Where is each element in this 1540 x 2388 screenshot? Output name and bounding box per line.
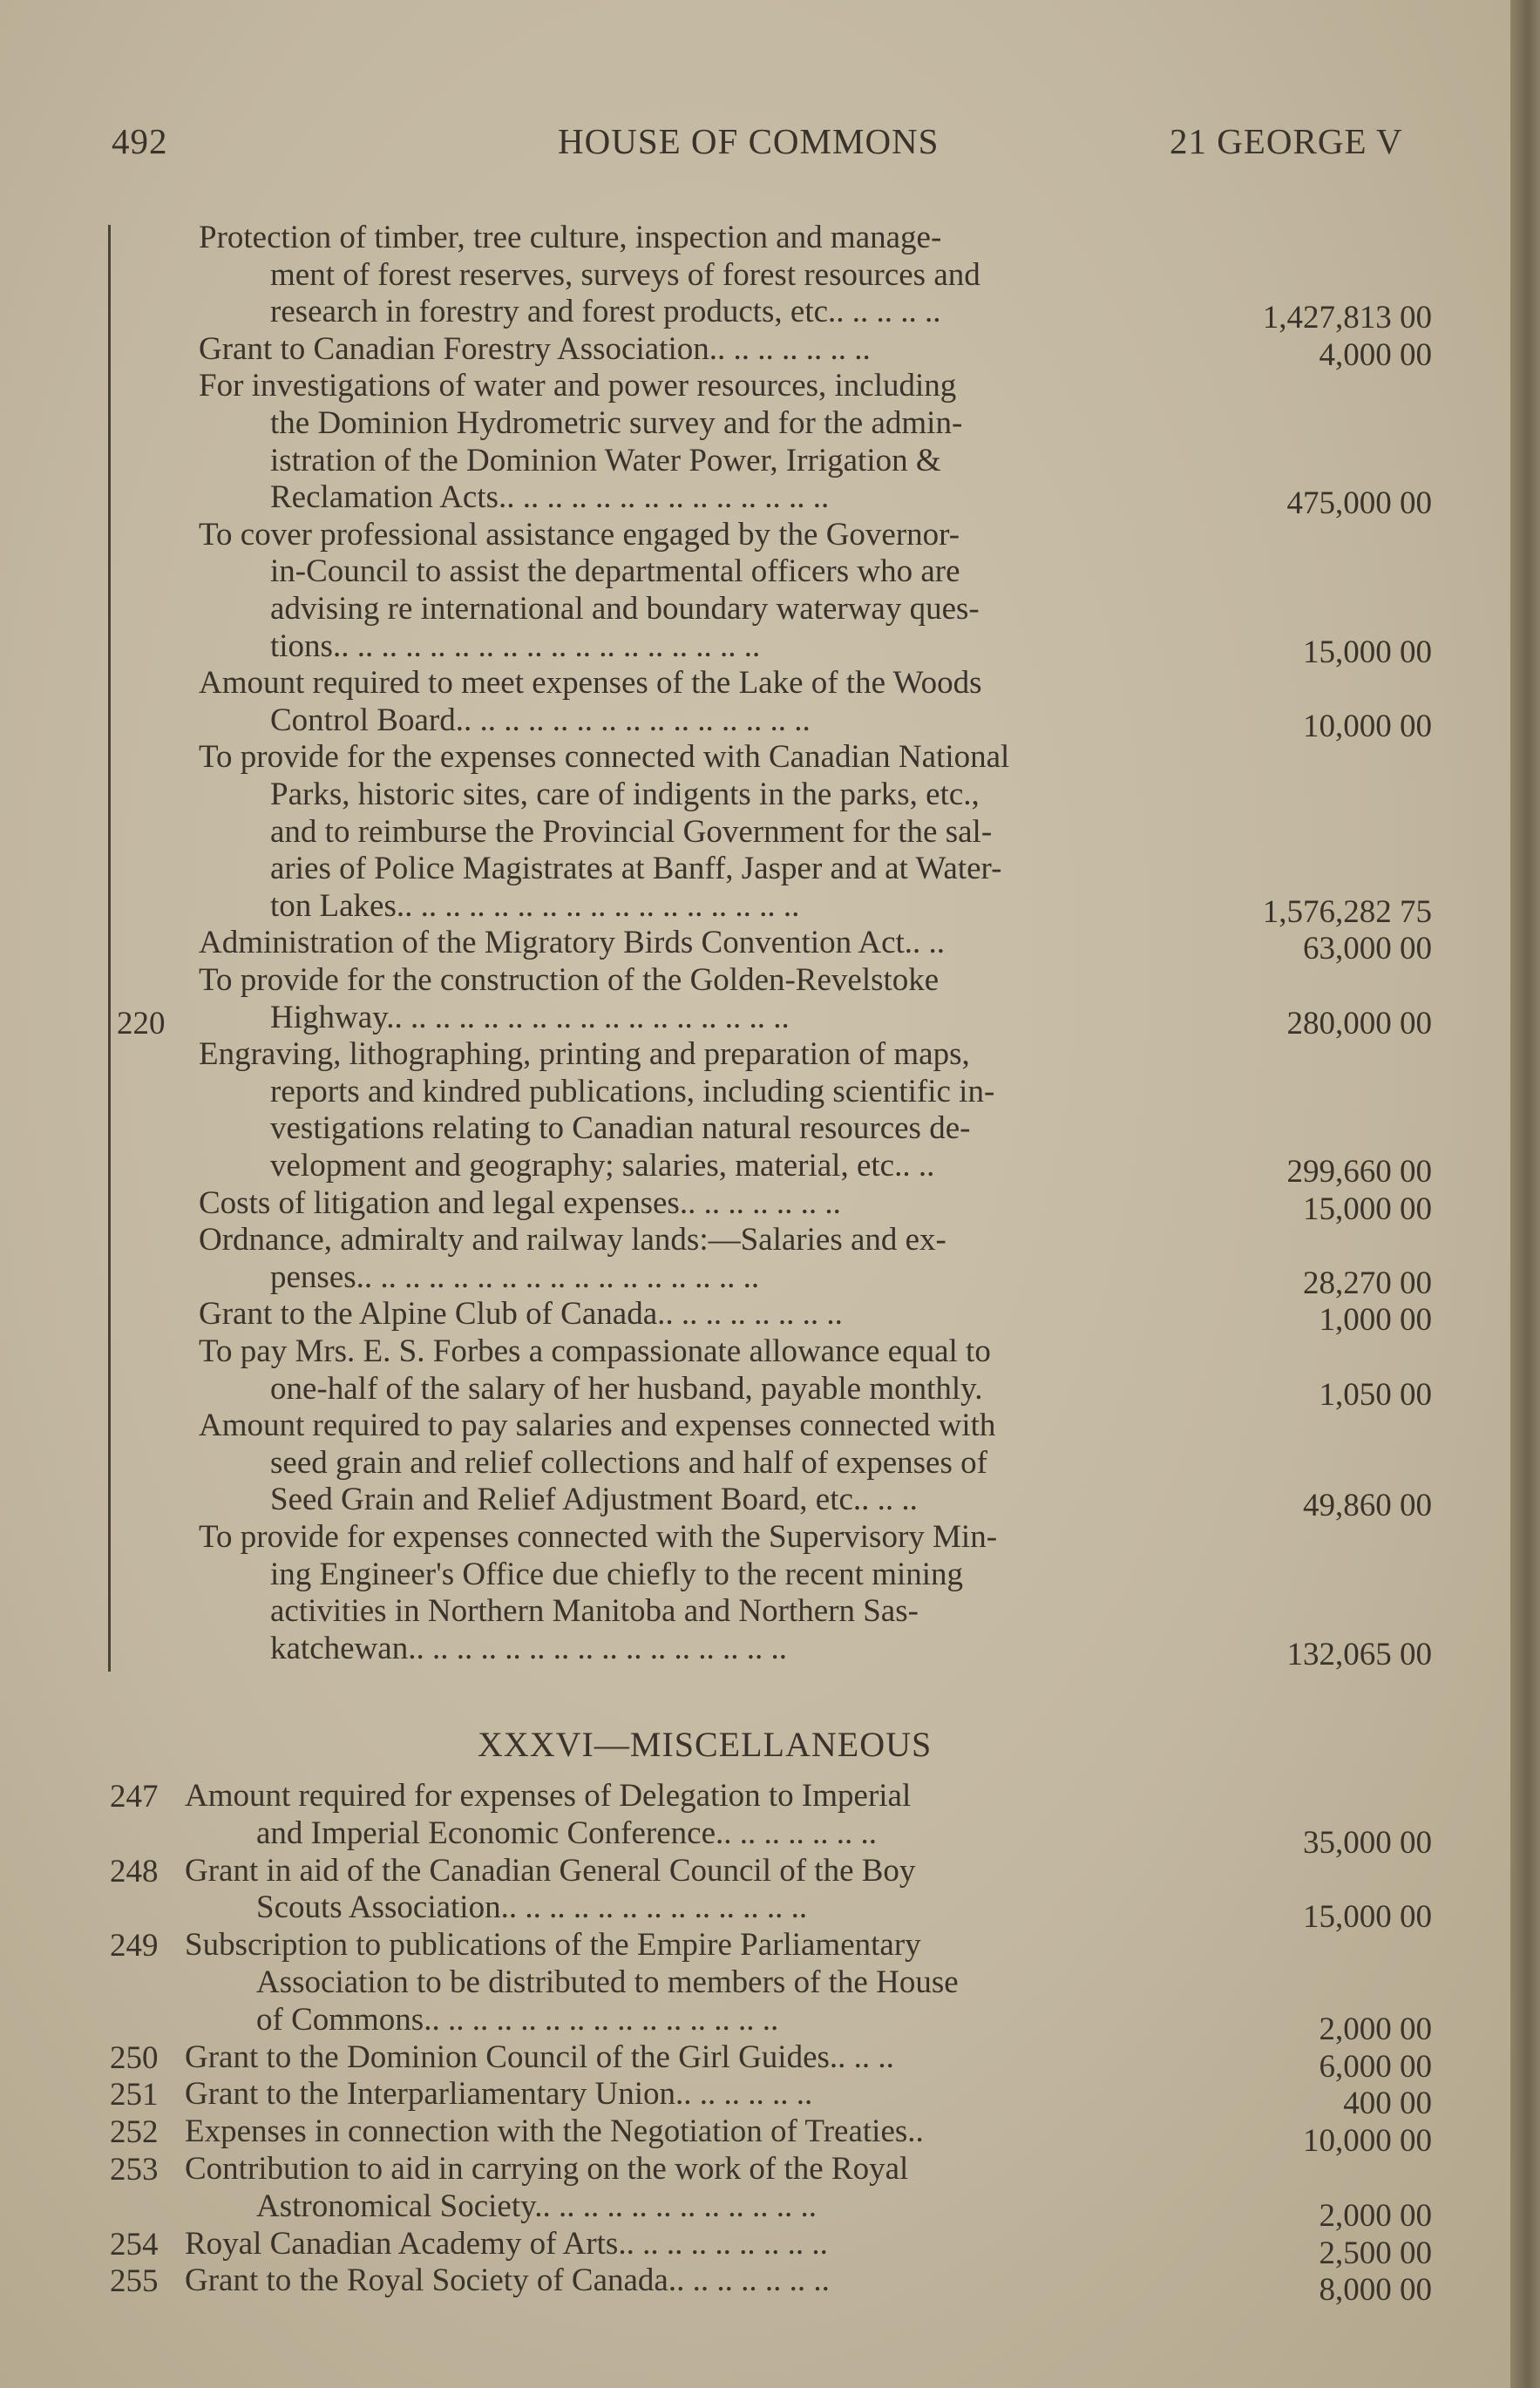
vote-number: 251 [110,2077,159,2113]
item-line: velopment and geography; salaries, material, etc.. .. [270,1147,935,1184]
item-line: aries of Police Magistrates at Banff, Jasper and at Water- [270,851,1002,887]
misc-line: Royal Canadian Academy of Arts.. .. .. .. .. .. .. .. .. [185,2225,828,2262]
page-header-regnal-year: 21 GEORGE V [1170,121,1403,161]
item-entry [199,1036,994,1184]
amount-value: 8,000 00 [1319,2272,1432,2309]
misc-line: Grant to the Interparliamentary Union.. .. .. .. .. .. [185,2076,813,2113]
item-line: ment of forest reserves, surveys of forest resources and [270,256,980,293]
misc-entry [185,2076,812,2113]
amount-value: 280,000 00 [1286,1005,1432,1041]
amount-value: 2,500 00 [1319,2235,1432,2271]
item-line: Parks, historic sites, care of indigents in the parks, etc., [270,776,980,812]
misc-line: Association to be distributed to members of the House [256,1964,959,2000]
page-number: 492 [112,121,168,161]
misc-entry [185,2226,828,2263]
item-line: To provide for the expenses connected with Canadian National [199,739,1010,776]
amount-value: 2,000 00 [1319,2197,1432,2234]
vote-group-brace [108,225,123,1672]
misc-line: Grant to the Royal Society of Canada.. .. .. .. .. .. .. [185,2262,830,2299]
item-line: seed grain and relief collections and half of expenses of [270,1444,987,1481]
amount-value: 10,000 00 [1303,708,1432,744]
item-line: To provide for the construction of the Golden-Revelstoke [199,962,940,998]
item-entry [199,1296,843,1333]
item-line: Highway.. .. .. .. .. .. .. .. .. .. .. .. .. .. .. .. .. [270,999,790,1035]
item-line: For investigations of water and power resources, including [199,368,957,404]
item-line: Administration of the Migratory Birds Convention Act.. .. [199,925,946,961]
vote-number: 252 [110,2114,159,2151]
item-line: one-half of the salary of her husband, payable monthly. [270,1370,983,1407]
vote-number: 253 [110,2152,159,2188]
item-line: advising re international and boundary waterway ques- [270,590,980,627]
misc-line: Expenses in connection with the Negotiation of Treaties.. [185,2113,924,2150]
amount-value: 475,000 00 [1286,485,1432,522]
amount-value: 6,000 00 [1319,2048,1432,2085]
amount-value: 1,000 00 [1319,1302,1432,1339]
amount-value: 299,660 00 [1286,1154,1432,1190]
misc-line: Grant in aid of the Canadian General Council of the Boy [185,1852,916,1889]
item-line: Grant to Canadian Forestry Association.. .. .. .. .. .. .. [199,330,871,367]
item-line: Reclamation Acts.. .. .. .. .. .. .. .. .. .. .. .. .. .. [270,479,830,516]
item-line: Engraving, lithographing, printing and preparation of maps, [199,1036,970,1073]
amount-value: 15,000 00 [1303,634,1432,670]
misc-entry [185,1927,959,2039]
amount-value: 1,050 00 [1319,1376,1432,1413]
misc-entry [185,2113,924,2151]
amount-value: 2,000 00 [1319,2011,1432,2047]
misc-entry [185,2039,894,2077]
vote-number: 255 [110,2263,159,2300]
amount-value: 132,065 00 [1286,1636,1432,1672]
misc-line: Scouts Association.. .. .. .. .. .. .. .. .. .. .. .. .. [256,1889,808,1926]
item-entry [199,220,980,331]
item-line: vestigations relating to Canadian natural resources de- [270,1110,971,1147]
amount-value: 28,270 00 [1303,1265,1432,1301]
item-line: Protection of timber, tree culture, inspection and manage- [199,220,942,255]
amount-value: 63,000 00 [1303,931,1432,967]
item-entry [199,1408,995,1519]
item-line: To cover professional assistance engaged by the Governor- [199,516,960,553]
item-entry [199,739,1009,925]
misc-entry [185,2262,830,2300]
item-line: tions.. .. .. .. .. .. .. .. .. .. .. .. .. .. .. .. .. .. [270,628,761,664]
item-line: To pay Mrs. E. S. Forbes a compassionate allowance equal to [199,1333,991,1369]
amount-value: 15,000 00 [1303,1191,1432,1227]
item-line: Amount required to pay salaries and expenses connected with [199,1408,996,1444]
amount-value: 35,000 00 [1303,1824,1432,1861]
vote-number: 247 [110,1779,159,1815]
item-line: research in forestry and forest products, etc.. .. .. .. .. [270,294,941,330]
amount-value: 4,000 00 [1319,336,1432,373]
item-entry [199,331,871,369]
amount-value: 1,427,813 00 [1262,300,1432,336]
item-line: reports and kindred publications, including scientific in- [270,1073,995,1109]
amount-value: 400 00 [1343,2086,1432,2122]
item-entry [199,368,962,516]
vote-group-number: 220 [117,1006,166,1041]
section-title: XXXVI—MISCELLANEOUS [478,1725,933,1764]
item-entry [199,962,939,1036]
item-line: activities in Northern Manitoba and Northern Sas- [270,1593,919,1630]
amount-value: 10,000 00 [1303,2123,1432,2160]
item-line: ton Lakes.. .. .. .. .. .. .. .. .. .. .. .. .. .. .. .. .. [270,887,800,924]
item-line: and to reimburse the Provincial Government for the sal- [270,813,993,850]
item-line: katchewan.. .. .. .. .. .. .. .. .. .. .. .. .. .. .. .. [270,1630,787,1666]
item-line: Costs of litigation and legal expenses.. .. .. .. .. .. .. [199,1184,841,1221]
amount-value: 1,576,282 75 [1262,893,1432,930]
item-line: in-Council to assist the departmental officers who are [270,553,960,590]
book-spine-shadow [1510,0,1540,2388]
item-line: istration of the Dominion Water Power, Irrigation & [270,442,941,478]
amount-value: 15,000 00 [1303,1899,1432,1936]
vote-number: 249 [110,1928,159,1964]
page-header-title: HOUSE OF COMMONS [558,121,940,161]
item-entry [199,1519,997,1667]
amount-value: 49,860 00 [1303,1488,1432,1524]
misc-line: Subscription to publications of the Empire Parliamentary [185,1927,921,1964]
item-entry [199,1222,946,1296]
misc-line: and Imperial Economic Conference.. .. .. .. .. .. .. [256,1815,878,1851]
item-entry [199,1185,841,1223]
misc-line: Astronomical Society.. .. .. .. .. .. .. .. .. .. .. .. [256,2188,817,2224]
item-line: Grant to the Alpine Club of Canada.. .. .. .. .. .. .. .. [199,1296,843,1333]
item-line: Seed Grain and Relief Adjustment Board, etc.. .. .. [270,1482,918,1518]
misc-line: of Commons.. .. .. .. .. .. .. .. .. .. .. .. .. .. .. [256,2001,779,2038]
item-line: ing Engineer's Office due chiefly to the recent mining [270,1556,964,1592]
item-line: the Dominion Hydrometric survey and for the admin- [270,404,963,441]
item-line: penses.. .. .. .. .. .. .. .. .. .. .. .. .. .. .. .. .. [270,1258,760,1295]
misc-entry [185,1778,911,1853]
vote-number: 248 [110,1853,159,1889]
misc-entry [185,2151,908,2226]
item-line: Amount required to meet expenses of the Lake of the Woods [199,665,982,702]
vote-number: 254 [110,2226,159,2262]
vote-number: 250 [110,2039,159,2076]
misc-entry [185,1853,915,1928]
item-line: Ordnance, admiralty and railway lands:—Salaries and ex- [199,1222,946,1258]
item-entry [199,517,980,665]
item-entry [199,1333,991,1408]
misc-line: Contribution to aid in carrying on the work of the Royal [185,2151,909,2187]
misc-line: Amount required for expenses of Delegation to Imperial [185,1778,912,1814]
misc-line: Grant to the Dominion Council of the Girl Guides.. .. .. [185,2039,894,2075]
item-entry [199,665,981,739]
item-line: To provide for expenses connected with the Supervisory Min- [199,1519,998,1555]
item-entry [199,925,945,962]
item-line: Control Board.. .. .. .. .. .. .. .. .. .. .. .. .. .. .. [270,702,811,738]
